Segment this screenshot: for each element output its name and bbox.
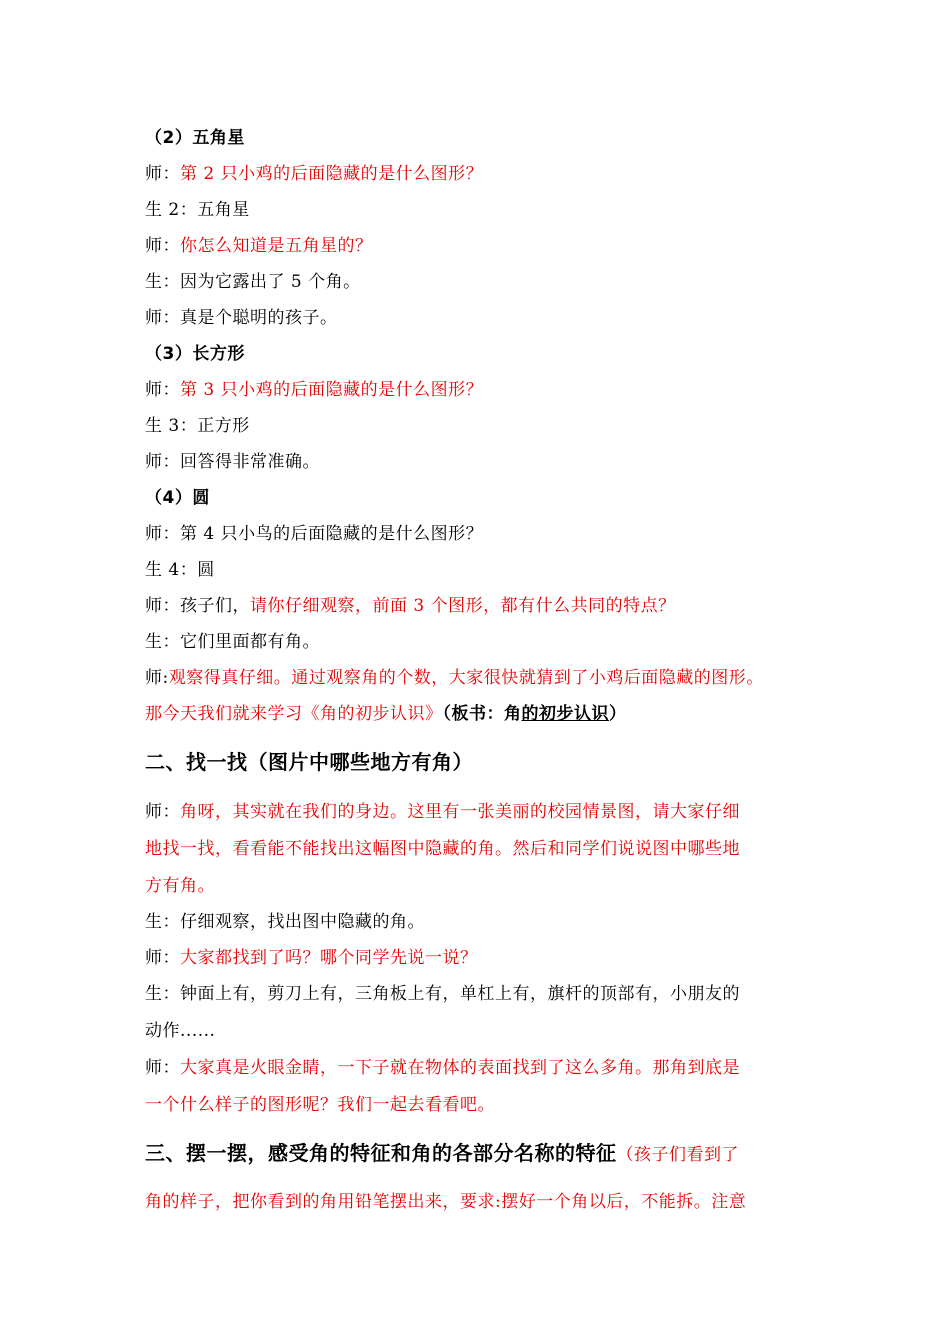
speaker-label: 师:	[145, 668, 169, 688]
dialogue-line: 生：仔细观察，找出图中隐藏的角。	[145, 912, 425, 932]
dialogue-line	[145, 450, 320, 474]
item-heading-rectangle: （3）长方形	[145, 344, 245, 364]
teacher-question: 第 2 只小鸡的后面隐藏的是什么图形？	[180, 164, 484, 184]
speaker-label: 生 4：	[145, 560, 198, 580]
item-heading-star: （2）五角星	[145, 128, 245, 148]
paragraph-line: 方有角。	[145, 876, 215, 896]
student-answer: 因为它露出了 5 个角。	[180, 272, 361, 292]
student-answer: 五角星	[197, 200, 250, 220]
teacher-comment: 真是个聪明的孩子。	[180, 308, 338, 328]
speaker-label: 师：	[145, 164, 180, 184]
dialogue-line: 师：大家真是火眼金睛，一下子就在物体的表面找到了这么多角。那角到底是	[145, 1058, 740, 1078]
teacher-question: 你怎么知道是五角星的？	[180, 236, 373, 256]
speaker-label: 师：	[145, 308, 180, 328]
dialogue-line: 生：钟面上有，剪刀上有，三角板上有，单杠上有，旗杆的顶部有，小朋友的	[145, 984, 740, 1004]
dialogue-line	[145, 198, 250, 222]
section-heading-find: 二、找一找（图片中哪些地方有角）	[145, 750, 473, 774]
paragraph-line: 地找一找，看看能不能找出这幅图中隐藏的角。然后和同学们说说图中哪些地	[145, 839, 740, 859]
dialogue-line	[145, 414, 250, 438]
teacher-question: 第 4 只小鸟的后面隐藏的是什么图形？	[180, 524, 484, 544]
dialogue-line	[145, 594, 676, 618]
teacher-comment: 观察得真仔细。通过观察角的个数，大家很快就猜到了小鸡后面隐藏的图形。	[168, 668, 764, 688]
dialogue-line	[145, 630, 320, 654]
dialogue-line	[145, 306, 338, 330]
dialogue-line	[145, 666, 764, 690]
teacher-comment: 回答得非常准确。	[180, 452, 320, 472]
speaker-label: 师：	[145, 452, 180, 472]
section-heading-place: 三、摆一摆，感受角的特征和角的各部分名称的特征（孩子们看到了	[145, 1141, 739, 1165]
paragraph-line: 动作......	[145, 1021, 216, 1041]
dialogue-line	[145, 234, 373, 258]
paragraph-line: 角的样子，把你看到的角用铅笔摆出来，要求:摆好一个角以后，不能拆。注意	[145, 1192, 747, 1212]
speaker-label: 师：	[145, 802, 180, 822]
student-answer: 正方形	[197, 416, 250, 436]
dialogue-line	[145, 522, 483, 546]
speaker-label: 师：	[145, 380, 180, 400]
teacher-question: 第 3 只小鸡的后面隐藏的是什么图形？	[180, 380, 484, 400]
teacher-address: 孩子们，	[180, 596, 250, 616]
paragraph-line: 师：角呀，其实就在我们的身边。这里有一张美丽的校园情景图，请大家仔细	[145, 802, 740, 822]
speaker-label: 生：	[145, 984, 180, 1004]
speaker-label: 师：	[145, 236, 180, 256]
speaker-label: 师：	[145, 524, 180, 544]
dialogue-line	[145, 702, 627, 726]
student-answer: 它们里面都有角。	[180, 632, 320, 652]
paragraph-line: 一个什么样子的图形呢？我们一起去看看吧。	[145, 1095, 495, 1115]
student-answer: 圆	[197, 560, 215, 580]
speaker-label: 生：	[145, 272, 180, 292]
dialogue-line	[145, 162, 483, 186]
item-heading-circle: （4）圆	[145, 488, 210, 508]
board-note: （板书：角的初步认识）	[442, 704, 627, 724]
teacher-question: 请你仔细观察，前面 3 个图形，都有什么共同的特点？	[250, 596, 676, 616]
speaker-label: 生 3：	[145, 416, 198, 436]
dialogue-line: 师：大家都找到了吗？哪个同学先说一说？	[145, 948, 478, 968]
speaker-label: 师：	[145, 596, 180, 616]
speaker-label: 生：	[145, 912, 180, 932]
dialogue-line	[145, 558, 215, 582]
speaker-label: 师：	[145, 1058, 180, 1078]
speaker-label: 生：	[145, 632, 180, 652]
dialogue-line	[145, 378, 483, 402]
dialogue-line	[145, 270, 361, 294]
lesson-intro: 那今天我们就来学习《角的初步认识》	[145, 704, 443, 724]
speaker-label: 师：	[145, 948, 180, 968]
speaker-label: 生 2：	[145, 200, 198, 220]
